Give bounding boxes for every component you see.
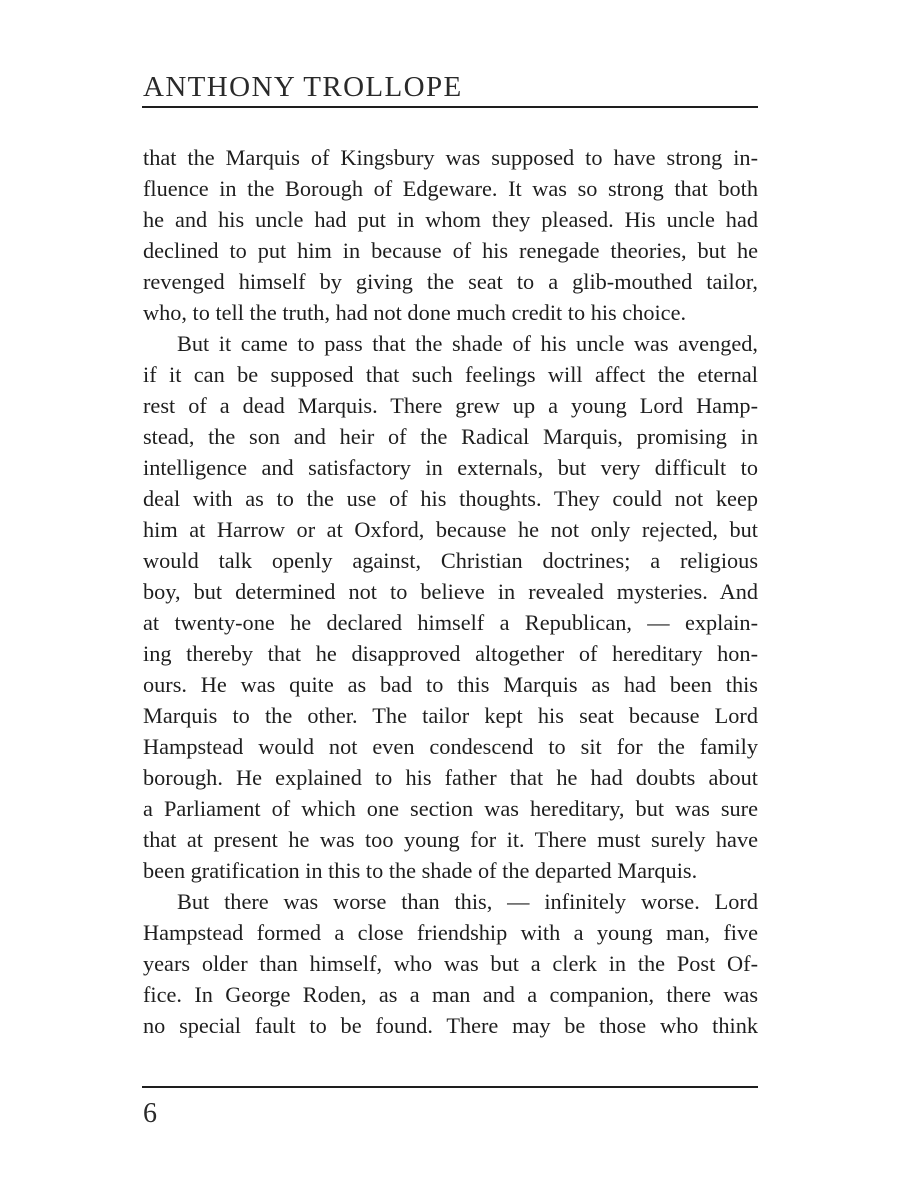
footer-rule	[142, 1086, 758, 1088]
text-line: borough. He explained to his father that he had doubts about	[143, 765, 758, 790]
text-line: Hampstead would not even condescend to sit for the family	[143, 734, 758, 759]
text-line: stead, the son and heir of the Radical Marquis, promising in	[143, 424, 758, 449]
text-line: no special fault to be found. There may be those who think	[143, 1013, 758, 1038]
text-line: But it came to pass that the shade of his uncle was avenged,	[177, 331, 758, 356]
text-line: been gratification in this to the shade of the departed Marquis.	[143, 858, 698, 883]
text-line: revenged himself by giving the seat to a glib-mouthed tailor,	[143, 269, 758, 294]
text-line: at twenty-one he declared himself a Republican, — explain-	[143, 610, 758, 635]
text-line: boy, but determined not to believe in revealed mysteries. And	[143, 579, 758, 604]
text-line: if it can be supposed that such feelings will affect the eternal	[143, 362, 758, 387]
text-line: him at Harrow or at Oxford, because he not only rejected, but	[143, 517, 758, 542]
text-line: Marquis to the other. The tailor kept his seat because Lord	[143, 703, 758, 728]
text-line: rest of a dead Marquis. There grew up a young Lord Hamp-	[143, 393, 758, 418]
text-line: that at present he was too young for it. There must surely have	[143, 827, 758, 852]
text-line: Hampstead formed a close friendship with a young man, five	[143, 920, 758, 945]
text-line: fluence in the Borough of Edgeware. It was so strong that both	[143, 176, 758, 201]
running-head: ANTHONY TROLLOPE	[143, 71, 463, 103]
text-line: that the Marquis of Kingsbury was supposed to have strong in-	[143, 145, 758, 170]
header-rule	[142, 106, 758, 108]
text-line: intelligence and satisfactory in externals, but very difficult to	[143, 455, 758, 480]
text-line: he and his uncle had put in whom they pleased. His uncle had	[143, 207, 758, 232]
text-line: fice. In George Roden, as a man and a companion, there was	[143, 982, 758, 1007]
text-line: ours. He was quite as bad to this Marquis as had been this	[143, 672, 758, 697]
text-line: ing thereby that he disapproved altogether of hereditary hon-	[143, 641, 758, 666]
text-line: a Parliament of which one section was hereditary, but was sure	[143, 796, 758, 821]
text-line: years older than himself, who was but a clerk in the Post Of-	[143, 951, 758, 976]
text-line: would talk openly against, Christian doctrines; a religious	[143, 548, 758, 573]
text-line: declined to put him in because of his renegade theories, but he	[143, 238, 758, 263]
text-line: But there was worse than this, — infinitely worse. Lord	[177, 889, 758, 914]
page-number: 6	[143, 1098, 157, 1129]
text-line: who, to tell the truth, had not done much credit to his choice.	[143, 300, 687, 325]
body-text	[143, 142, 758, 1041]
text-line: deal with as to the use of his thoughts. They could not keep	[143, 486, 758, 511]
